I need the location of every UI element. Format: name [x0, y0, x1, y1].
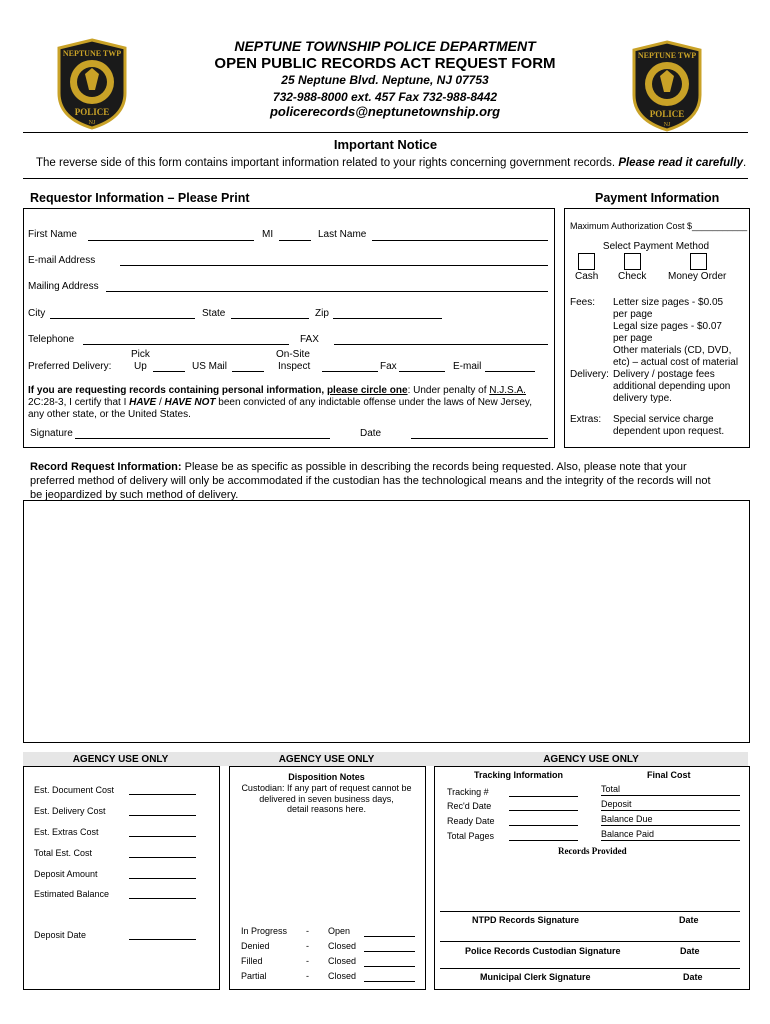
custodian-signature-label: Police Records Custodian Signature: [465, 946, 621, 956]
est-document-cost-label: Est. Document Cost: [34, 785, 115, 795]
status-closed-denied: Closed: [328, 941, 357, 951]
form-title: OPEN PUBLIC RECORDS ACT REQUEST FORM: [214, 55, 556, 72]
notice-heading: Important Notice: [333, 137, 438, 152]
divider: [23, 178, 748, 179]
date-field[interactable]: [411, 438, 548, 439]
estimated-balance-label: Estimated Balance: [34, 889, 110, 899]
dash: -: [306, 971, 309, 981]
fax-delivery-field[interactable]: [399, 371, 445, 372]
tracking-number-field[interactable]: [509, 796, 578, 797]
signature-label: Signature: [30, 428, 73, 439]
final-deposit-label: Deposit: [601, 799, 632, 809]
estimated-balance-field[interactable]: [129, 898, 196, 899]
mi-label: MI: [262, 229, 274, 240]
onsite-field[interactable]: [322, 371, 378, 372]
delivery-details: Delivery / postage fees additional depending upon delivery type.: [613, 369, 731, 404]
dash: -: [306, 941, 309, 951]
payment-heading: Payment Information: [595, 191, 720, 205]
dash: -: [306, 926, 309, 936]
status-closed-partial: Closed: [328, 971, 357, 981]
last-name-label: Last Name: [318, 229, 367, 240]
address: 25 Neptune Blvd. Neptune, NJ 07753: [281, 73, 489, 87]
total-est-cost-field[interactable]: [129, 857, 196, 858]
city-field[interactable]: [50, 318, 195, 319]
cash-label: Cash: [575, 271, 599, 282]
status-denied-field[interactable]: [364, 951, 415, 952]
status-partial: Partial: [241, 971, 267, 981]
balance-paid-field[interactable]: [601, 840, 740, 841]
deposit-date-label: Deposit Date: [34, 930, 87, 940]
telephone-label: Telephone: [28, 334, 75, 345]
check-label: Check: [618, 271, 647, 282]
mailing-field[interactable]: [106, 291, 548, 292]
certification-line-2: 2C:28-3, I certify that I HAVE / HAVE NOT been convicted of any indictable offense under the laws of New Jersey,: [28, 397, 532, 408]
est-extras-cost-label: Est. Extras Cost: [34, 827, 99, 837]
usmail-field[interactable]: [232, 371, 264, 372]
certification-line-3: any other state, or the United States.: [28, 409, 191, 420]
state-field[interactable]: [231, 318, 309, 319]
up-label: Up: [134, 361, 147, 372]
disposition-title: Disposition Notes: [288, 772, 365, 782]
divider: [23, 132, 748, 133]
final-total-label: Total: [601, 784, 621, 794]
requestor-heading: Requestor Information – Please Print: [30, 191, 250, 205]
certification-line-1: If you are requesting records containing personal information, please circle one: Under penalty of N.J.S.A.: [28, 385, 526, 396]
ntpd-signature-label: NTPD Records Signature: [472, 915, 580, 925]
status-filled-field[interactable]: [364, 966, 415, 967]
extras-details: Special service charge dependent upon request.: [613, 414, 725, 437]
check-checkbox[interactable]: [624, 253, 641, 270]
clerk-signature-date: Date: [683, 972, 703, 982]
deposit-amount-field[interactable]: [129, 878, 196, 879]
first-name-label: First Name: [28, 229, 77, 240]
ntpd-signature-field[interactable]: [440, 911, 740, 912]
agency-heading-3: AGENCY USE ONLY: [543, 754, 639, 765]
logo-text-nj: NJ: [88, 120, 96, 126]
logo-text-top: NEPTUNE TWP: [637, 51, 697, 60]
onsite-label: On-Site: [276, 349, 310, 360]
balance-due-label: Balance Due: [601, 814, 653, 824]
balance-due-field[interactable]: [601, 825, 740, 826]
select-payment-method: Select Payment Method: [602, 241, 710, 252]
status-partial-field[interactable]: [364, 981, 415, 982]
email-delivery-field[interactable]: [485, 371, 535, 372]
total-pages-field[interactable]: [509, 840, 578, 841]
recd-date-field[interactable]: [509, 810, 578, 811]
est-delivery-cost-label: Est. Delivery Cost: [34, 806, 106, 816]
first-name-field[interactable]: [88, 240, 254, 241]
ready-date-field[interactable]: [509, 825, 578, 826]
final-cost-title: Final Cost: [647, 770, 691, 780]
ready-date-label: Ready Date: [447, 816, 495, 826]
police-badge-logo-right: [630, 40, 704, 132]
est-delivery-cost-field[interactable]: [129, 815, 196, 816]
state-label: State: [202, 308, 226, 319]
tracking-title: Tracking Information: [474, 770, 564, 780]
notice-text: The reverse side of this form contains important information related to your rights concerning government records. Please read it carefully.: [36, 157, 747, 169]
cash-checkbox[interactable]: [578, 253, 595, 270]
disposition-text: Custodian: If any part of request cannot be delivered in seven business days, detail reasons here.: [241, 783, 412, 814]
record-request-textarea[interactable]: [23, 500, 750, 743]
est-document-cost-field[interactable]: [129, 794, 196, 795]
tracking-number-label: Tracking #: [447, 787, 489, 797]
tracking-box: [434, 766, 750, 990]
status-open-field[interactable]: [364, 936, 415, 937]
logo-text-bottom: POLICE: [74, 107, 110, 117]
logo-text-nj: NJ: [663, 122, 671, 128]
balance-paid-label: Balance Paid: [601, 829, 655, 839]
clerk-signature-label: Municipal Clerk Signature: [480, 972, 591, 982]
police-badge-logo-left: [55, 38, 129, 130]
signature-field[interactable]: [75, 438, 330, 439]
records-provided-label: Records Provided: [558, 846, 627, 856]
money-order-checkbox[interactable]: [690, 253, 707, 270]
fax-label: FAX: [300, 334, 319, 345]
total-pages-label: Total Pages: [447, 831, 495, 841]
fax-field[interactable]: [334, 344, 548, 345]
status-closed-filled: Closed: [328, 956, 357, 966]
status-filled: Filled: [241, 956, 263, 966]
custodian-signature-field[interactable]: [440, 941, 740, 942]
dash: -: [306, 956, 309, 966]
city-label: City: [28, 308, 46, 319]
last-name-field[interactable]: [372, 240, 548, 241]
zip-field[interactable]: [333, 318, 442, 319]
status-in-progress: In Progress: [241, 926, 288, 936]
email-delivery-label: E-mail: [453, 361, 482, 372]
pickup-field[interactable]: [153, 371, 185, 372]
email-label: E-mail Address: [28, 255, 96, 266]
usmail-label: US Mail: [192, 361, 228, 372]
email-address[interactable]: policerecords@neptunetownship.org: [269, 104, 501, 119]
final-deposit-field[interactable]: [601, 810, 740, 811]
fees-details: Letter size pages - $0.05 per page Legal size pages - $0.07 per page Other materials (CD, DVD, etc) – actual cost of material: [613, 297, 739, 368]
agency-heading-2: AGENCY USE ONLY: [278, 754, 375, 765]
record-request-info: Record Request Information: Please be as specific as possible in describing the records being requested. Also, please note that your preferred method of delivery will only be accommodated if the custodian has the technological means and the integrity of the records will not be jeopardized by such method of delivery.: [30, 461, 711, 501]
email-field[interactable]: [120, 265, 548, 266]
recd-date-label: Rec'd Date: [447, 801, 492, 811]
ntpd-signature-date: Date: [679, 915, 699, 925]
fax-delivery-label: Fax: [380, 361, 397, 372]
pick-label: Pick: [131, 349, 150, 360]
mailing-label: Mailing Address: [28, 281, 99, 292]
agency-heading-1: AGENCY USE ONLY: [72, 754, 169, 765]
max-authorization-cost: Maximum Authorization Cost $___________: [570, 221, 748, 231]
est-extras-cost-field[interactable]: [129, 836, 196, 837]
status-open: Open: [328, 926, 351, 936]
extras-label: Extras:: [570, 414, 602, 425]
total-est-cost-label: Total Est. Cost: [34, 848, 93, 858]
status-denied: Denied: [241, 941, 270, 951]
delivery-label: Delivery:: [570, 369, 609, 380]
preferred-delivery-label: Preferred Delivery:: [28, 361, 112, 372]
telephone-field[interactable]: [83, 344, 289, 345]
mi-field[interactable]: [279, 240, 311, 241]
deposit-amount-label: Deposit Amount: [34, 869, 98, 879]
fees-label: Fees:: [570, 297, 596, 308]
logo-text-bottom: POLICE: [649, 109, 685, 119]
dept-name: NEPTUNE TOWNSHIP POLICE DEPARTMENT: [234, 38, 536, 54]
phone: 732-988-8000 ext. 457 Fax 732-988-8442: [272, 90, 498, 104]
zip-label: Zip: [315, 308, 329, 319]
money-order-label: Money Order: [668, 271, 727, 282]
final-total-field[interactable]: [601, 795, 740, 796]
inspect-label: Inspect: [278, 361, 311, 372]
logo-text-top: NEPTUNE TWP: [62, 49, 122, 58]
custodian-signature-date: Date: [680, 946, 700, 956]
clerk-signature-field[interactable]: [440, 968, 740, 969]
date-label: Date: [360, 428, 382, 439]
deposit-date-field[interactable]: [129, 939, 196, 940]
